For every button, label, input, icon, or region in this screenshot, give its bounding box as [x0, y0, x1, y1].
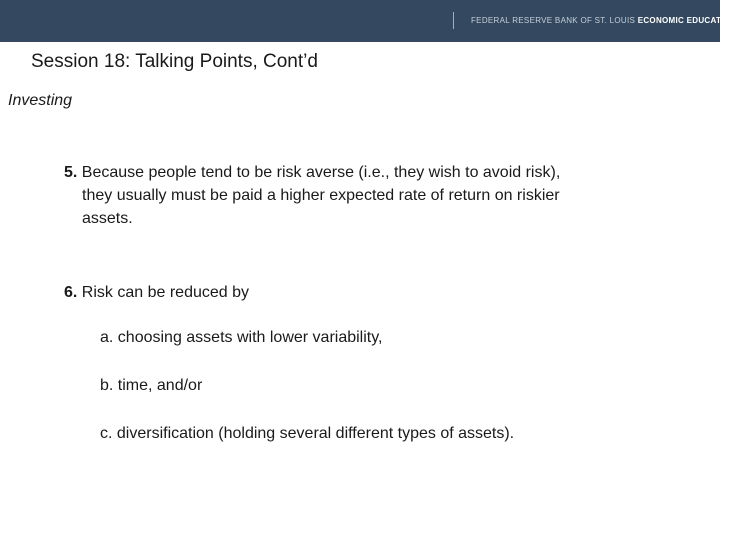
- talking-point-6: [64, 281, 249, 304]
- sub-item-c: c. diversification (holding several different types of assets).: [100, 425, 515, 442]
- brand-name: FEDERAL RESERVE BANK OF ST. LOUIS: [471, 16, 636, 25]
- header-divider: [453, 12, 454, 29]
- point-number: 5.: [64, 164, 78, 181]
- slide-title: Session 18: Talking Points, Cont’d: [31, 51, 318, 72]
- header-bar: [0, 0, 736, 42]
- talking-point-5: [64, 161, 664, 230]
- point-text: Risk can be reduced by: [81, 284, 249, 301]
- point-text-line-2: they usually must be paid a higher expected rate of return on riskier: [82, 187, 560, 204]
- brand-division: ECONOMIC EDUCATION: [637, 16, 736, 25]
- point-text-line-3: assets.: [82, 210, 133, 227]
- brand-logo: [471, 16, 736, 25]
- point-text-line-1: Because people tend to be risk averse (i.e., they wish to avoid risk),: [81, 164, 561, 181]
- slide-subtitle: Investing: [8, 92, 73, 109]
- sub-item-b: b. time, and/or: [100, 377, 203, 394]
- sub-item-a: a. choosing assets with lower variability,: [100, 329, 383, 346]
- point-number: 6.: [64, 284, 78, 301]
